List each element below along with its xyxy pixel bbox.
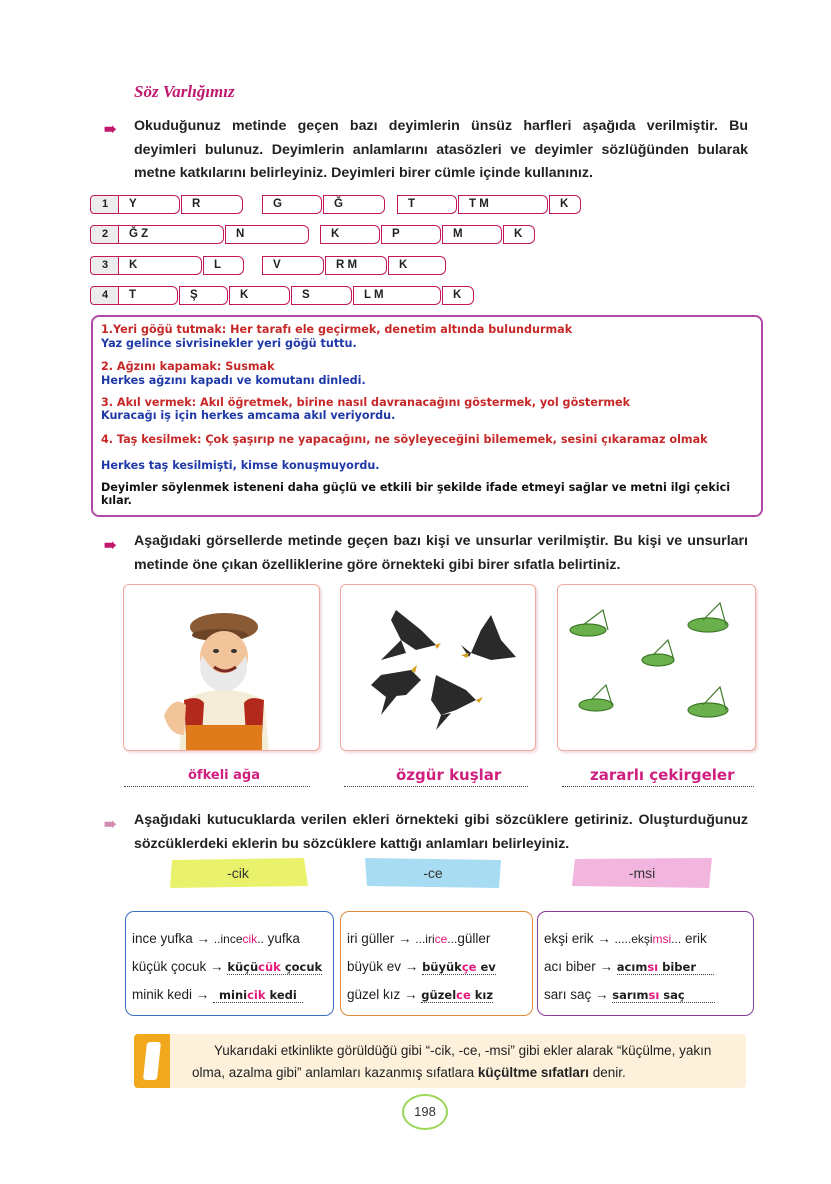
letter-box: S (291, 286, 352, 305)
word-suffix: ce (456, 988, 471, 1002)
note-text-main: Yukarıdaki etkinlikte görüldüğü gibi “-cik, -ce, -msi” gibi ekler alarak “küçülme, yakın olma, azalma gibi” anlamları kazanmış sıfatlara (192, 1043, 712, 1080)
caption-3: zararlı çekirgeler (590, 766, 735, 784)
note-text-end: denir. (592, 1065, 626, 1080)
letter-box: Y (118, 195, 180, 214)
letter-box: T (397, 195, 457, 214)
letter-box: V (262, 256, 324, 275)
word-rest: çocuk (280, 960, 323, 974)
word-stem: sarım (612, 988, 649, 1002)
answer-1-title: 1.Yeri göğü tutmak: Her tarafı ele geçirmek, denetim altında bulundurmak (101, 323, 573, 336)
caption-2: özgür kuşlar (396, 766, 502, 784)
letter-box: K (442, 286, 474, 305)
answer-box (91, 315, 763, 517)
letter-box: L M (353, 286, 441, 305)
answer-1-sentence: Yaz gelince sivrisinekler yeri göğü tuttu. (101, 337, 357, 350)
word-row: güzel kız → güzelce kız (347, 987, 494, 1002)
word-stem: acım (616, 960, 648, 974)
word-base: acı biber (544, 959, 596, 974)
caption-line-2 (344, 786, 528, 787)
arrow-bullet-icon: ➠ (104, 121, 114, 138)
word-base: küçük çocuk (132, 959, 207, 974)
old-man-image (123, 584, 320, 751)
word-row: sarı saç → sarımsı saç (544, 987, 715, 1002)
answer-2-title: 2. Ağzını kapamak: Susmak (101, 360, 275, 373)
word-base: büyük ev (347, 959, 402, 974)
arrow-bullet-icon: ➠ (104, 537, 114, 554)
word-suffix: çe (461, 960, 477, 974)
word-suffix: cük (258, 960, 281, 974)
answer-4-sentence: Herkes taş kesilmişti, kimse konuşmuyordu. (101, 459, 380, 472)
answer-2-sentence: Herkes ağzını kapadı ve komutanı dinledi. (101, 374, 366, 387)
section-title: Söz Varlığımız (134, 82, 235, 101)
word-row: minik kedi → minicik kedi (132, 987, 303, 1002)
suffix-cik-label: -cik (227, 865, 249, 881)
instruction-2: Aşağıdaki görsellerde metinde geçen bazı kişi ve unsurlar verilmiştir. Bu kişi ve unsurları metinde öne çıkan özelliklerine göre örnekteki gibi birer sıfatla belirtiniz. (134, 533, 748, 573)
caption-line-1 (124, 786, 310, 787)
word-rest: güller (457, 931, 491, 946)
word-suffix: msi (652, 932, 672, 946)
instruction-1: Okuduğunuz metinde geçen bazı deyimlerin ünsüz harfleri aşağıda verilmiştir. Bu deyimleri bulunuz. Deyimlerin anlamlarını atasözleri ve deyimler sözlüğünden bularak metne katkılarını belirleyiniz. Deyimleri birer cümle içinde kullanınız. (134, 118, 748, 181)
word-row: iri güller → ...irice...güller (347, 931, 491, 946)
note-text (192, 1040, 742, 1084)
suffix-ce-label: -ce (423, 865, 443, 881)
word-row: küçük çocuk → küçücük çocuk (132, 959, 323, 974)
word-stem: büyük (422, 960, 462, 974)
answer-4-title: 4. Taş kesilmek: Çok şaşırıp ne yapacağını, ne söyleyeceğini bilememek, sesini çıkaramaz olmak (101, 433, 708, 446)
letter-box: K (320, 225, 380, 244)
word-base: sarı saç (544, 987, 592, 1002)
letter-box: L (203, 256, 244, 275)
exclamation-icon (143, 1042, 161, 1080)
letter-box: N (225, 225, 309, 244)
word-rest: erik (685, 931, 707, 946)
letter-box: K (118, 256, 202, 275)
word-rest: kız (470, 988, 494, 1002)
letter-row-number: 4 (90, 286, 120, 305)
letter-box: K (388, 256, 446, 275)
letter-box: K (549, 195, 581, 214)
word-stem: ekşi (631, 932, 653, 946)
letter-box: G (262, 195, 322, 214)
word-base: iri güller (347, 931, 395, 946)
word-row: ekşi erik → .....ekşimsi... erik (544, 931, 707, 946)
letter-box: T (118, 286, 178, 305)
answer-summary: Deyimler söylenmek isteneni daha güçlü ve etkili bir şekilde ifade etmeyi sağlar ve metni ilgi çekici kılar. (101, 481, 731, 507)
word-stem: iri (425, 932, 435, 946)
word-stem: ince (220, 932, 243, 946)
word-base: minik kedi (132, 987, 193, 1002)
word-base: güzel kız (347, 987, 401, 1002)
word-rest: saç (659, 988, 685, 1002)
letter-row-number: 2 (90, 225, 120, 244)
letter-box: K (229, 286, 290, 305)
arrow-bullet-icon: ➠ (104, 816, 114, 833)
word-box-msi (537, 911, 754, 1016)
letter-box: K (503, 225, 535, 244)
letter-row-number: 1 (90, 195, 120, 214)
letter-box: Ğ (323, 195, 385, 214)
answer-3-title: 3. Akıl vermek: Akıl öğretmek, birine nasıl davranacağını göstermek, yol göstermek (101, 396, 631, 409)
letter-box: T M (458, 195, 548, 214)
word-rest: biber (658, 960, 696, 974)
birds-image (340, 584, 536, 751)
word-stem: güzel (421, 988, 457, 1002)
word-rest: ev (476, 960, 496, 974)
warning-icon-bg (134, 1034, 170, 1088)
word-box-cik (125, 911, 334, 1016)
caption-1: öfkeli ağa (188, 768, 260, 783)
word-suffix: sı (648, 988, 660, 1002)
word-base: ekşi erik (544, 931, 594, 946)
word-base: ince yufka (132, 931, 193, 946)
word-row: büyük ev → büyükçe ev (347, 959, 496, 974)
letter-box: Ş (179, 286, 228, 305)
letter-box: P (381, 225, 441, 244)
word-stem: mini (219, 988, 248, 1002)
suffix-msi-label: -msi (628, 865, 656, 881)
letter-row-number: 3 (90, 256, 120, 275)
word-rest: yufka (267, 931, 300, 946)
letter-box: Ğ Z (118, 225, 224, 244)
caption-line-3 (562, 786, 754, 787)
word-suffix: sı (647, 960, 659, 974)
suffix-tag-ce (363, 858, 503, 888)
word-suffix: ce (434, 932, 448, 946)
word-rest: kedi (265, 988, 297, 1002)
word-suffix: cik (242, 932, 258, 946)
word-row: acı biber → acımsı biber (544, 959, 714, 974)
note-text-bold: küçültme sıfatları (477, 1065, 589, 1080)
word-box-ce (340, 911, 533, 1016)
word-row: ince yufka → ..incecik.. yufka (132, 931, 300, 946)
word-suffix: cik (247, 988, 266, 1002)
suffix-tag-msi (572, 858, 712, 888)
word-stem: küçü (227, 960, 259, 974)
page-number: 198 (402, 1094, 448, 1130)
instruction-3: Aşağıdaki kutucuklarda verilen ekleri örnekteki gibi sözcüklere getiriniz. Oluşturduğunuz sözcüklerdeki eklerin bu sözcüklere kattığı anlamları belirleyiniz. (134, 812, 748, 852)
letter-box: M (442, 225, 502, 244)
letter-box: R M (325, 256, 387, 275)
suffix-tag-cik (168, 858, 308, 888)
letter-box: R (181, 195, 243, 214)
grasshoppers-image (557, 584, 756, 751)
answer-3-sentence: Kuracağı iş için herkes amcama akıl veriyordu. (101, 409, 396, 422)
